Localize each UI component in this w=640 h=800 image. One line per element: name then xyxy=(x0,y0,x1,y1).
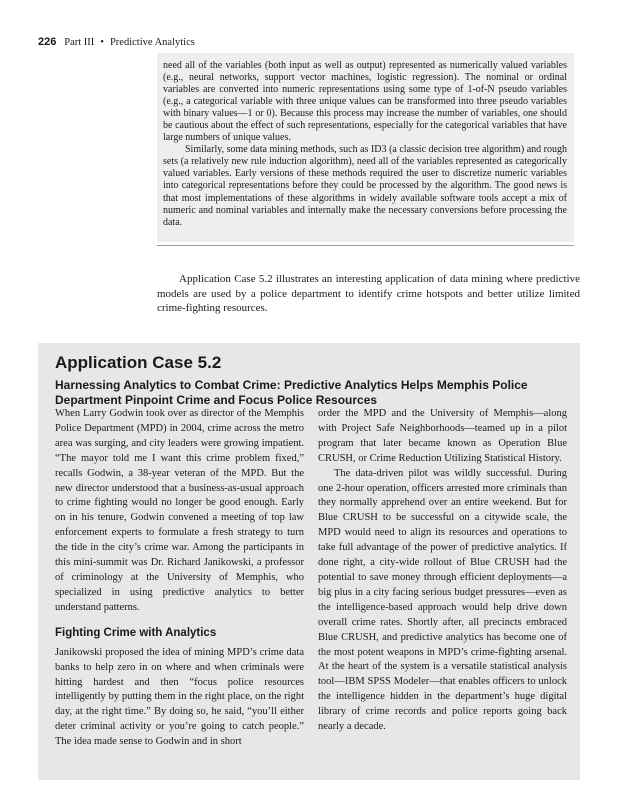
case-paragraph-3: order the MPD and the University of Memphis—along with Project Safe Neighborhoods—teamed up in a pilot program that later became known as Operation Blue CRUSH, or Crime Reduction Utilizing Statistical History. xyxy=(318,408,567,464)
intro-text: Application Case 5.2 illustrates an interesting application of data mining where predictive models are used by a police department to identify crime hotspots and better utilize limited crime-fighting resources. xyxy=(157,273,580,314)
page-number: 226 xyxy=(38,36,57,48)
case-paragraph-2: Janikowski proposed the idea of mining MPD’s crime data banks to help zero in on where and when criminals were hitting hardest and then “focus police resources intelligently by putting them in the right place, on the right day, at the right time.” By doing so, he said, “you’ll either deter criminal activity or you’re going to catch people.” The idea made sense to Godwin and in short xyxy=(55,646,304,748)
case-section-heading: Fighting Crime with Analytics xyxy=(55,626,217,639)
running-header xyxy=(38,36,195,48)
technical-note-box xyxy=(157,53,574,242)
header-separator: • xyxy=(100,37,104,48)
case-subtitle: Harnessing Analytics to Combat Crime: Predictive Analytics Helps Memphis Police Department Pinpoint Crime and Focus Police Resources xyxy=(55,378,528,407)
part-label: Part III xyxy=(64,37,95,48)
intro-paragraph xyxy=(157,272,580,316)
case-paragraph-1: When Larry Godwin took over as director of the Memphis Police Department (MPD) in 2004, crime across the metro area was surging, and city leaders were growing impatient. “The mayor told me I want this crime problem fixed,” recalls Godwin, a 38-year veteran of the MPD. But the new director understood that a business-as-usual approach to crime fighting would no longer be good enough. Early on in his tenure, Godwin convened a meeting of top law enforcement experts to formulate a fresh strategy to turn the tide in the city’s crime war. Among the participants in this mini-summit was Dr. Richard Janikowski, a professor of criminology at the University of Memphis, who specialized in using predictive analytics to better understand patterns. xyxy=(55,408,304,613)
note-paragraph-2: Similarly, some data mining methods, such as ID3 (a classic decision tree algorithm) and rough sets (a relatively new rule induction algorithm), need all of the variables represented as categorically valued variables. Early versions of these methods required the user to discretize numeric variables into categorical representations before they could be processed by the algorithm. The good news is that most implementations of these algorithms in widely available software tools accept a mix of numeric and nominal variables and internally make the necessary conversions before processing the data. xyxy=(163,144,567,228)
case-paragraph-4: The data-driven pilot was wildly successful. During one 2-hour operation, officers arrested more criminals than they normally apprehend over an entire weekend. But for Blue CRUSH to be successful on a citywide scale, the MPD would need to align its resources and operations to take full advantage of the power of predictive analytics. If done right, a city-wide rollout of Blue CRUSH had the potential to save money through efficient deployments—a big plus in a city facing serious budget pressures—even as the intelligence-based approach would help drive down overall crime rates. Shortly after, all precincts embraced Blue CRUSH, and predictive analytics has become one of the most potent weapons in MPD’s crime-fighting arsenal. At the heart of the system is a versatile statistical analysis tool—IBM SPSS Modeler—that enables officers to unlock the intelligence hidden in the department’s huge digital library of crime records and police reports going back nearly a decade. xyxy=(318,467,567,733)
note-paragraph-1: need all of the variables (both input as well as output) represented as numerically valued variables (e.g., neural networks, support vector machines, logistic regression). The nominal or ordinal variables are converted into numeric representations using some type of 1-of-N pseudo variables (e.g., a categorical variable with three unique values can be transformed into three pseudo variables with binary values—1 or 0). Because this process may increase the number of variables, one should be cautious about the effect of such representations, especially for the categorical variables that have large numbers of unique values. xyxy=(163,60,567,144)
case-column-right xyxy=(318,407,567,735)
section-label: Predictive Analytics xyxy=(109,37,195,48)
case-column-left xyxy=(55,407,304,750)
note-box-bottom-rule xyxy=(157,245,574,246)
case-title: Application Case 5.2 xyxy=(55,353,222,372)
